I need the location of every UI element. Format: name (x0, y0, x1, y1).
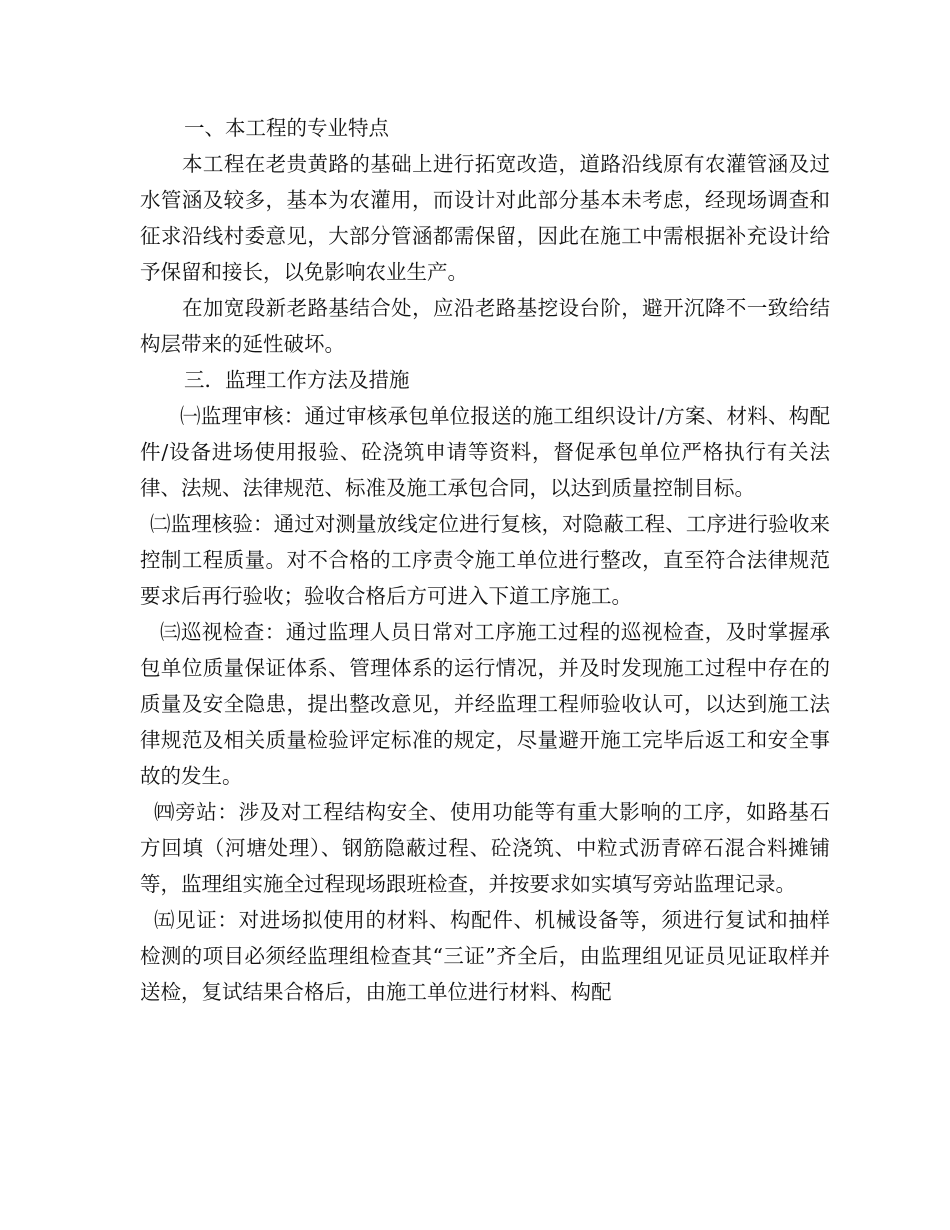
list-item-review: ㈠监理审核：通过审核承包单位报送的施工组织设计/方案、材料、构配件/设备进场使用报验、砼浇筑申请等资料，督促承包单位严格执行有关法律、法规、法律规范、标准及施工承包合同，以达到质量控制目标。 (140, 404, 830, 500)
section-heading-3: 三．监理工作方法及措施 (184, 368, 410, 392)
list-item-witness: ㈤见证：对进场拟使用的材料、构配件、机械设备等，须进行复试和抽样检测的项目必须经监理组检查其“三证”齐全后，由监理组见证员见证取样并送检，复试结果合格后，由施工单位进行材料、构配 (140, 908, 830, 1004)
list-item-patrol: ㈢巡视检查：通过监理人员日常对工序施工过程的巡视检查，及时掌握承包单位质量保证体系、管理体系的运行情况，并及时发现施工过程中存在的质量及安全隐患，提出整改意见，并经监理工程师验收认可，以达到施工法律规范及相关质量检验评定标准的规定，尽量避开施工完毕后返工和安全事故的发生。 (140, 620, 830, 788)
list-item-side-station: ㈣旁站：涉及对工程结构安全、使用功能等有重大影响的工序，如路基石方回填（河塘处理）、钢筋隐蔽过程、砼浇筑、中粒式沥青碎石混合料摊铺等，监理组实施全过程现场跟班检查，并按要求如实填写旁站监理记录。 (140, 800, 830, 896)
section-heading-1: 一、本工程的专业特点 (184, 116, 389, 140)
paragraph-professional-features: 本工程在老贵黄路的基础上进行拓宽改造，道路沿线原有农灌管涵及过水管涵及较多，基本为农灌用，而设计对此部分基本未考虑，经现场调查和征求沿线村委意见，大部分管涵都需保留，因此在施工中需根据补充设计给予保留和接长，以免影响农业生产。 (140, 152, 830, 284)
paragraph-widening-section: 在加宽段新老路基结合处，应沿老路基挖设台阶，避开沉降不一致给结构层带来的延性破坏。 (140, 296, 830, 356)
list-item-inspection: ㈡监理核验：通过对测量放线定位进行复核，对隐蔽工程、工序进行验收来控制工程质量。对不合格的工序责令施工单位进行整改，直至符合法律规范要求后再行验收；验收合格后方可进入下道工序施工。 (140, 512, 830, 608)
document-body (140, 110, 830, 1010)
